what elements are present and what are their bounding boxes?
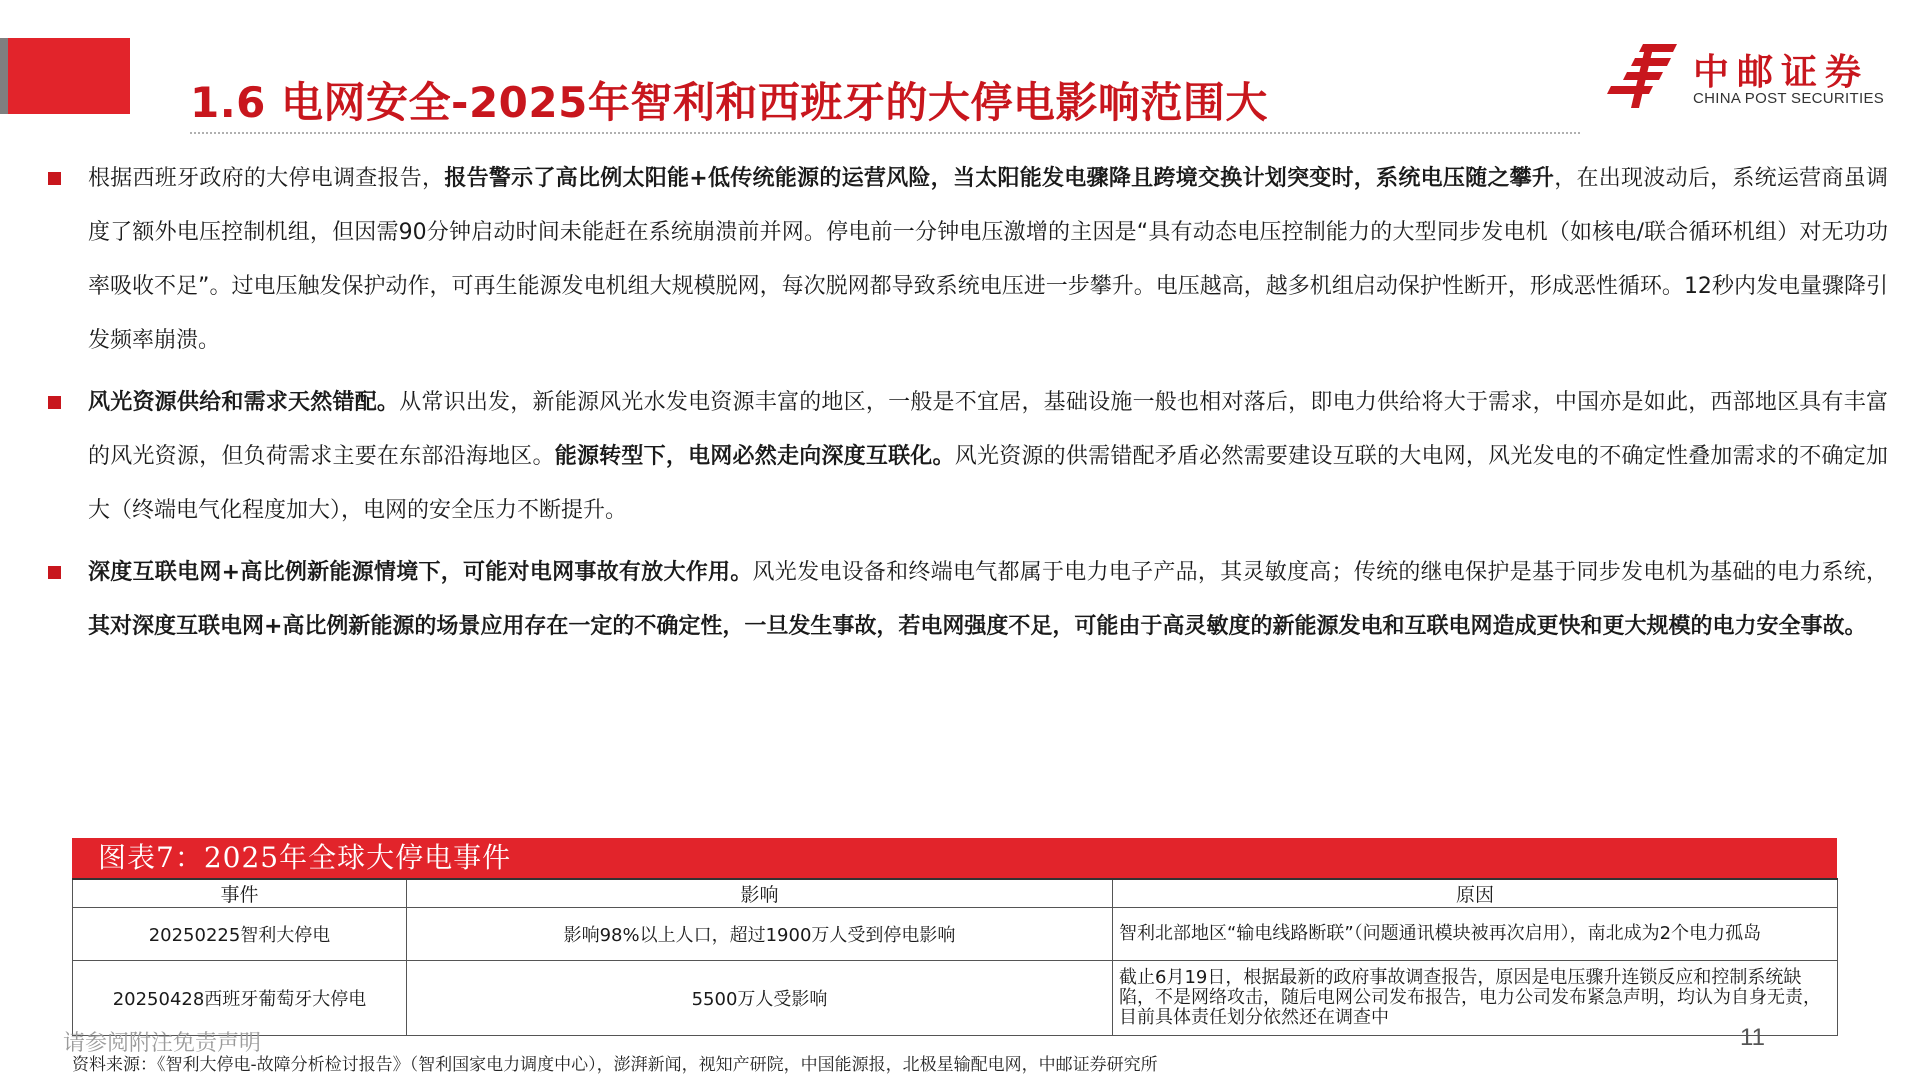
cell-cause: 截止6月19日，根据最新的政府事故调查报告，原因是电压骤升连锁反应和控制系统缺陷，不是网络攻击，随后电网公司发布报告，电力公司发布紧急声明，均认为自身无责，目前具体责任划分依然还在调查中 [1113,961,1838,1036]
cell-cause: 智利北部地区“输电线路断联”（问题通讯模块被再次启用），南北成为2个电力孤岛 [1113,908,1838,961]
blackout-events-chart [72,838,1837,1036]
bullet-segment: 风光发电设备和终端电气都属于电力电子产品，其灵敏度高；传统的继电保护是基于同步发电机为基础的电力系统， [752,560,1889,585]
bullet-text [88,166,1888,353]
company-logo [1605,40,1905,120]
cell-event: 20250225智利大停电 [73,908,407,961]
column-header-event: 事件 [73,879,407,908]
table-row [73,961,1838,1036]
column-header-impact: 影响 [407,879,1113,908]
bullet-item [48,546,1888,654]
column-header-cause: 原因 [1113,879,1838,908]
corner-accent-block [0,38,130,114]
bullet-segment-bold: 风光资源供给和需求天然错配。 [88,390,400,415]
bullet-segment: 风光资源的供需错配矛盾必然需要建设互联的大电网，风光发电的不确定性叠加需求的不确定加大（终端电气化程度加大），电网的安全压力不断提升。 [88,444,1888,523]
events-table [72,878,1838,1036]
bullet-item [48,376,1888,538]
bullet-segment-bold: 其对深度互联电网+高比例新能源的场景应用存在一定的不确定性，一旦发生事故，若电网强度不足，可能由于高灵敏度的新能源发电和互联电网造成更快和更大规模的电力安全事故。 [88,614,1867,639]
bullet-segment: ，在出现波动后，系统运营商虽调度了额外电压控制机组，但因需90分钟启动时间未能赶在系统崩溃前并网。停电前一分钟电压激增的主因是“具有动态电压控制能力的大型同步发电机（如核电/联合循环机组）对无功功率吸收不足”。过电压触发保护动作，可再生能源发电机组大规模脱网，每次脱网都导致系统电压进一步攀升。电压越高，越多机组启动保护性断开，形成恶性循环。12秒内发电量骤降引发频率崩溃。 [88,166,1888,353]
source-note: 资料来源：《智利大停电-故障分析检讨报告》（智利国家电力调度中心），澎湃新闻，视知产研院，中国能源报，北极星输配电网，中邮证券研究所 [72,1055,1158,1075]
table-header-row [73,879,1838,908]
page-number: 11 [1740,1024,1765,1051]
bullet-segment: 从常识出发，新能源风光水发电资源丰富的地区，一般是不宜居，基础设施一般也相对落后，即电力供给将大于需求，中国亦是如此，西部地区具有丰富的风光资源，但负荷需求主要在东部沿海地区。 [88,390,1888,469]
bullet-list [48,152,1888,662]
cell-impact: 5500万人受影响 [407,961,1113,1036]
logo-name-en: CHINA POST SECURITIES [1693,90,1885,107]
square-bullet-icon [48,396,61,409]
bullet-segment: 根据西班牙政府的大停电调查报告， [88,166,445,191]
square-bullet-icon [48,172,61,185]
china-post-logo-icon [1605,40,1683,112]
table-row [73,908,1838,961]
disclaimer-text: 请参阅附注免责声明 [63,1031,262,1056]
square-bullet-icon [48,566,61,579]
title-divider [190,132,1580,134]
bullet-text [88,390,1888,523]
bullet-segment-bold: 报告警示了高比例太阳能+低传统能源的运营风险，当太阳能发电骤降且跨境交换计划突变时，系统电压随之攀升 [444,166,1555,191]
page-title: 1.6 电网安全-2025年智利和西班牙的大停电影响范围大 [190,78,1268,127]
cell-event: 20250428西班牙葡萄牙大停电 [73,961,407,1036]
bullet-segment-bold: 深度互联电网+高比例新能源情境下，可能对电网事故有放大作用。 [88,560,753,585]
bullet-text [88,560,1888,639]
chart-title: 图表7：2025年全球大停电事件 [72,838,1837,878]
bullet-item [48,152,1888,368]
bullet-segment-bold: 能源转型下，电网必然走向深度互联化。 [554,444,955,469]
logo-name-cn: 中邮证券 [1693,52,1870,93]
cell-impact: 影响98%以上人口，超过1900万人受到停电影响 [407,908,1113,961]
